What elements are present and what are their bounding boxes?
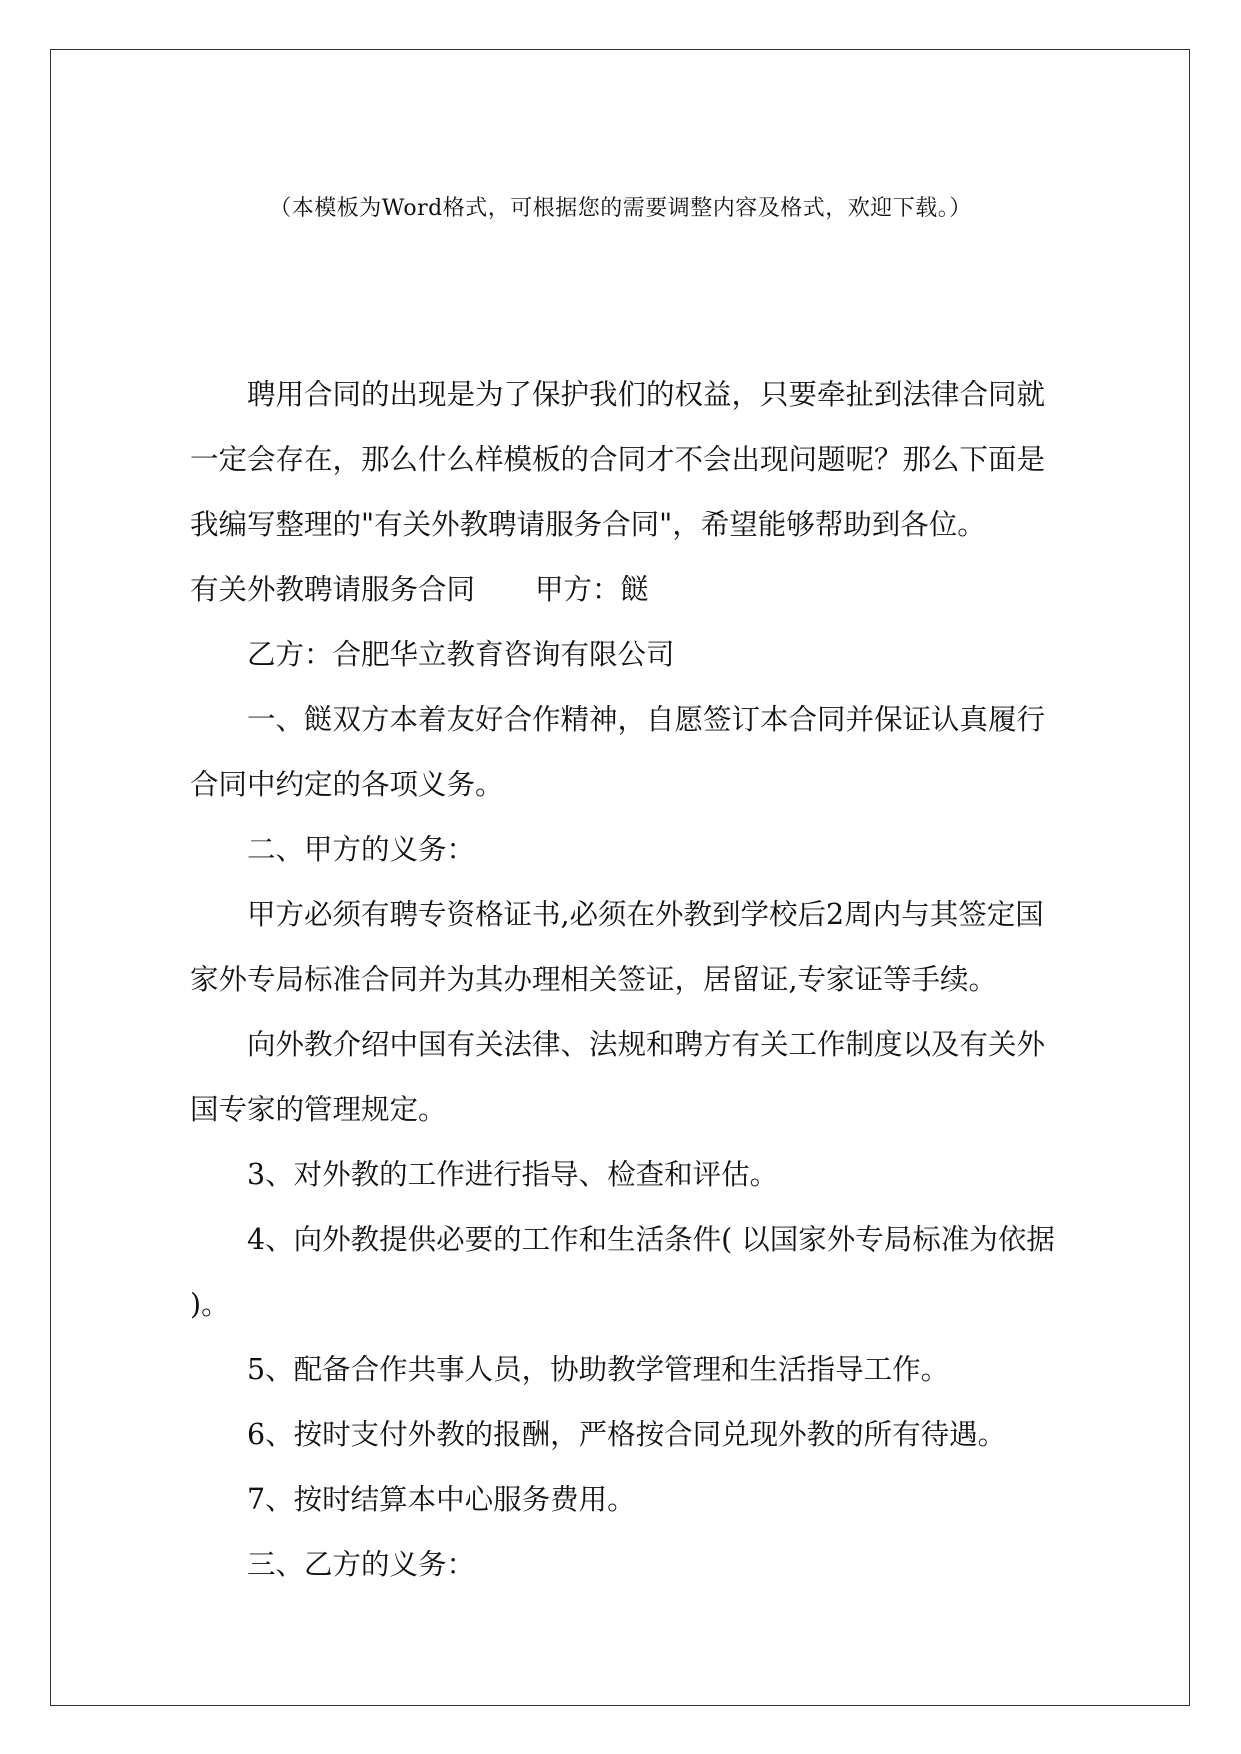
party-a: 甲方：餸	[535, 573, 650, 606]
header-spacer	[475, 557, 535, 622]
document-body	[190, 362, 1060, 1597]
section-2-item-4: 4、向外教提供必要的工作和生活条件( 以国家外专局标准为依据 )。	[190, 1223, 1055, 1321]
section-3-heading: 三、乙方的义务：	[247, 1548, 476, 1581]
section-2-item-7: 7、按时结算本中心服务费用。	[247, 1483, 636, 1516]
section-2-item-5: 5、配备合作共事人员，协助教学管理和生活指导工作。	[247, 1353, 950, 1386]
section-2-item-3: 3、对外教的工作进行指导、检查和评估。	[247, 1158, 779, 1191]
contract-header-line	[190, 557, 1060, 622]
section-2-item-1: 甲方必须有聘专资格证书,必须在外教到学校后2周内与其签定国家外专局标准合同并为其办理相关签证，居留证,专家证等手续。	[190, 898, 1044, 996]
section-2-heading: 二、甲方的义务：	[247, 833, 476, 866]
section-2-item-2: 向外教介绍中国有关法律、法规和聘方有关工作制度以及有关外国专家的管理规定。	[190, 1028, 1046, 1126]
contract-title: 有关外教聘请服务合同	[190, 573, 476, 606]
clause-1: 一、餸双方本着友好合作精神，自愿签订本合同并保证认真履行合同中约定的各项义务。	[190, 703, 1046, 801]
template-note: （本模板为Word格式，可根据您的需要调整内容及格式，欢迎下载。）	[269, 196, 972, 221]
party-b: 乙方：合肥华立教育咨询有限公司	[247, 638, 675, 671]
section-2-item-6: 6、按时支付外教的报酬，严格按合同兑现外教的所有待遇。	[247, 1418, 1007, 1451]
intro-paragraph: 聘用合同的出现是为了保护我们的权益，只要牵扯到法律合同就一定会存在，那么什么样模板的合同才不会出现问题呢？那么下面是我编写整理的"有关外教聘请服务合同"，希望能够帮助到各位。	[190, 378, 1046, 541]
